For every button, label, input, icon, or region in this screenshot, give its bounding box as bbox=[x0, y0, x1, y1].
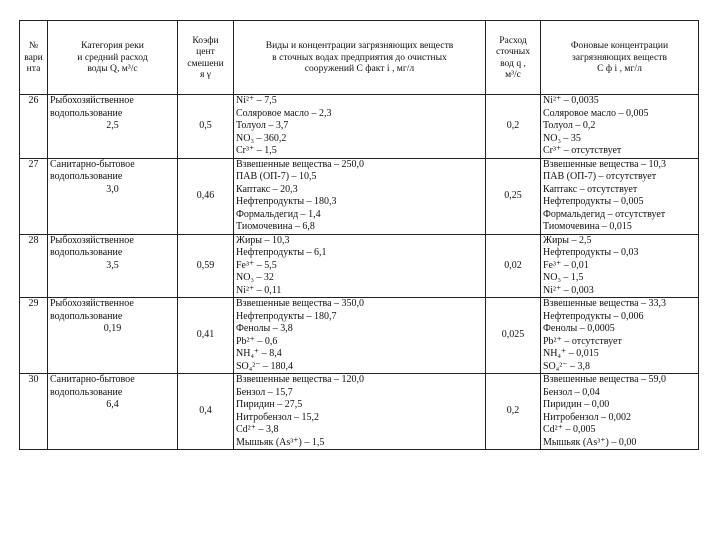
background-item: Соляровое масло – 0,005 bbox=[543, 107, 649, 119]
background-cell bbox=[541, 234, 699, 298]
header-coefficient: Коэфи цент смешени я γ bbox=[178, 21, 234, 95]
category-cell bbox=[48, 298, 178, 374]
pollutant-item: NH₄⁺ – 8,4 bbox=[236, 348, 282, 359]
background-item: Каптакс – отсутствует bbox=[543, 183, 638, 195]
pollutant-item: Жиры – 10,3 bbox=[236, 234, 290, 246]
background-item: Ni²⁺ – 0,0035 bbox=[543, 95, 599, 106]
category-name: водопользование bbox=[50, 171, 123, 182]
flow-value: 0,2 bbox=[506, 120, 520, 131]
variant-number: 28 bbox=[28, 234, 39, 246]
category-cell bbox=[48, 374, 178, 450]
background-item: Бензол – 0,04 bbox=[543, 386, 600, 398]
pollutant-item: Pb²⁺ – 0,6 bbox=[236, 335, 278, 347]
background-item: NO₃ – 35 bbox=[543, 132, 581, 144]
coefficient-value: 0,5 bbox=[199, 120, 212, 131]
header-flow: Расход сточных вод q , м³/с bbox=[486, 21, 541, 95]
variant-number: 27 bbox=[28, 158, 39, 170]
background-cell bbox=[541, 298, 699, 374]
discharge-value: 3,5 bbox=[106, 259, 119, 271]
background-cell bbox=[541, 95, 699, 159]
background-item: Взвешенные вещества – 10,3 bbox=[543, 158, 667, 170]
discharge-value: 6,4 bbox=[106, 399, 119, 410]
background-item: Взвешенные вещества – 59,0 bbox=[543, 374, 667, 385]
coefficient-value: 0,4 bbox=[199, 405, 212, 417]
flow-cell bbox=[486, 298, 541, 374]
background-item: Жиры – 2,5 bbox=[543, 234, 592, 246]
pollutants-cell bbox=[234, 234, 486, 298]
table-header-row bbox=[20, 21, 699, 95]
pollutant-item: Взвешенные вещества – 120,0 bbox=[236, 374, 365, 385]
pollutants-cell bbox=[234, 95, 486, 159]
background-item: SO₄²⁻ – 3,8 bbox=[543, 360, 591, 372]
category-name: водопользование bbox=[50, 247, 123, 258]
coefficient-cell bbox=[178, 298, 234, 374]
background-item: Формальдегид – отсутствует bbox=[543, 208, 666, 220]
coefficient-cell bbox=[178, 158, 234, 234]
flow-cell bbox=[486, 95, 541, 159]
header-pollutants: Виды и концентрации загрязняющих веществ в сточных водах предприятия до очистных сооружений C факт i , мг/л bbox=[234, 21, 486, 95]
category-cell bbox=[48, 158, 178, 234]
category-cell bbox=[48, 95, 178, 159]
pollutant-item: Cd²⁺ – 3,8 bbox=[236, 424, 279, 435]
category-name: Рыбохозяйственное bbox=[50, 298, 134, 309]
pollutant-item: SO₄²⁻ – 180,4 bbox=[236, 360, 294, 372]
discharge-value: 0,19 bbox=[103, 323, 122, 334]
pollutant-item: Тиомочевина – 6,8 bbox=[236, 221, 315, 232]
pollutant-item: Пиридин – 27,5 bbox=[236, 399, 303, 410]
background-item: Fe³⁺ – 0,01 bbox=[543, 259, 589, 271]
variant-cell bbox=[20, 374, 48, 450]
background-item: Мышьяк (As³⁺) – 0,00 bbox=[543, 436, 637, 448]
pollutant-item: Формальдегид – 1,4 bbox=[236, 208, 321, 220]
pollutant-item: Бензол – 15,7 bbox=[236, 386, 293, 398]
pollutant-item: Нефтепродукты – 6,1 bbox=[236, 247, 327, 258]
flow-cell bbox=[486, 234, 541, 298]
flow-value: 0,2 bbox=[506, 405, 520, 417]
coefficient-value: 0,59 bbox=[196, 259, 215, 271]
pollutant-item: NO₃ – 32 bbox=[236, 272, 274, 283]
pollutant-item: Fe³⁺ – 5,5 bbox=[236, 259, 277, 271]
coefficient-value: 0,46 bbox=[196, 189, 215, 201]
category-cell bbox=[48, 234, 178, 298]
background-item: Pb²⁺ – отсутствует bbox=[543, 335, 622, 347]
background-item: Нефтепродукты – 0,006 bbox=[543, 310, 644, 322]
flow-cell bbox=[486, 158, 541, 234]
background-item: NO₃ – 1,5 bbox=[543, 272, 584, 283]
coefficient-cell bbox=[178, 95, 234, 159]
pollutant-item: Фенолы – 3,8 bbox=[236, 323, 293, 334]
category-name: Санитарно-бытовое bbox=[50, 158, 135, 170]
pollutant-item: Нефтепродукты – 180,3 bbox=[236, 196, 337, 207]
header-variant: № вари нта bbox=[20, 21, 48, 95]
variants-table bbox=[19, 20, 699, 450]
background-item: ПАВ (ОП-7) – отсутствует bbox=[543, 171, 657, 182]
flow-value: 0,25 bbox=[504, 189, 522, 201]
background-item: NH₄⁺ – 0,015 bbox=[543, 348, 599, 359]
variant-number: 30 bbox=[28, 374, 39, 385]
background-item: Cd²⁺ – 0,005 bbox=[543, 424, 596, 435]
background-item: Cr³⁺ – отсутствует bbox=[543, 145, 622, 156]
pollutant-item: Нитробензол – 15,2 bbox=[236, 411, 320, 423]
background-item: Нефтепродукты – 0,03 bbox=[543, 247, 639, 258]
discharge-value: 2,5 bbox=[106, 120, 119, 131]
category-name: водопользование bbox=[50, 310, 123, 322]
pollutants-cell bbox=[234, 374, 486, 450]
pollutant-item: ПАВ (ОП-7) – 10,5 bbox=[236, 171, 317, 182]
variant-cell bbox=[20, 298, 48, 374]
pollutant-item: Соляровое масло – 2,3 bbox=[236, 107, 332, 119]
table-row bbox=[20, 158, 699, 234]
table-row bbox=[20, 298, 699, 374]
discharge-value: 3,0 bbox=[106, 183, 119, 195]
flow-value: 0,02 bbox=[504, 259, 522, 271]
background-cell bbox=[541, 374, 699, 450]
variant-number: 29 bbox=[28, 298, 39, 309]
table-body bbox=[20, 95, 699, 450]
pollutant-item: Взвешенные вещества – 250,0 bbox=[236, 158, 365, 170]
variant-cell bbox=[20, 234, 48, 298]
category-name: Рыбохозяйственное bbox=[50, 95, 134, 106]
pollutants-cell bbox=[234, 158, 486, 234]
pollutant-item: Ni²⁺ – 0,11 bbox=[236, 284, 282, 296]
category-name: Санитарно-бытовое bbox=[50, 374, 135, 385]
background-item: Нефтепродукты – 0,005 bbox=[543, 196, 644, 207]
background-item: Толуол – 0,2 bbox=[543, 120, 596, 131]
table-row bbox=[20, 95, 699, 159]
pollutant-item: Каптакс – 20,3 bbox=[236, 183, 298, 195]
background-item: Нитробензол – 0,002 bbox=[543, 411, 632, 423]
pollutant-item: NO₃ – 360,2 bbox=[236, 132, 287, 144]
pollutant-item: Толуол – 3,7 bbox=[236, 120, 289, 131]
variant-cell bbox=[20, 158, 48, 234]
pollutant-item: Нефтепродукты – 180,7 bbox=[236, 310, 337, 322]
background-item: Фенолы – 0,0005 bbox=[543, 323, 615, 334]
pollutant-item: Ni²⁺ – 7,5 bbox=[236, 95, 277, 106]
background-item: Ni²⁺ – 0,003 bbox=[543, 284, 594, 296]
flow-value: 0,025 bbox=[501, 329, 525, 341]
coefficient-cell bbox=[178, 374, 234, 450]
header-background: Фоновые концентрации загрязняющих веществ C ф i , мг/л bbox=[541, 21, 699, 95]
pollutant-item: Мышьяк (As³⁺) – 1,5 bbox=[236, 436, 325, 448]
background-item: Пиридин – 0,00 bbox=[543, 399, 610, 410]
variant-number: 26 bbox=[28, 95, 39, 106]
header-category: Категория реки и средний расход воды Q, м³/с bbox=[48, 21, 178, 95]
pollutant-item: Cr³⁺ – 1,5 bbox=[236, 145, 277, 156]
variant-cell bbox=[20, 95, 48, 159]
flow-cell bbox=[486, 374, 541, 450]
background-item: Взвешенные вещества – 33,3 bbox=[543, 298, 667, 309]
background-item: Тиомочевина – 0,015 bbox=[543, 221, 632, 232]
category-name: водопользование bbox=[50, 386, 123, 398]
table-row bbox=[20, 234, 699, 298]
pollutants-cell bbox=[234, 298, 486, 374]
category-name: Рыбохозяйственное bbox=[50, 234, 134, 246]
coefficient-cell bbox=[178, 234, 234, 298]
category-name: водопользование bbox=[50, 107, 123, 119]
pollutant-item: Взвешенные вещества – 350,0 bbox=[236, 298, 365, 309]
table-row bbox=[20, 374, 699, 450]
background-cell bbox=[541, 158, 699, 234]
coefficient-value: 0,41 bbox=[196, 329, 215, 341]
